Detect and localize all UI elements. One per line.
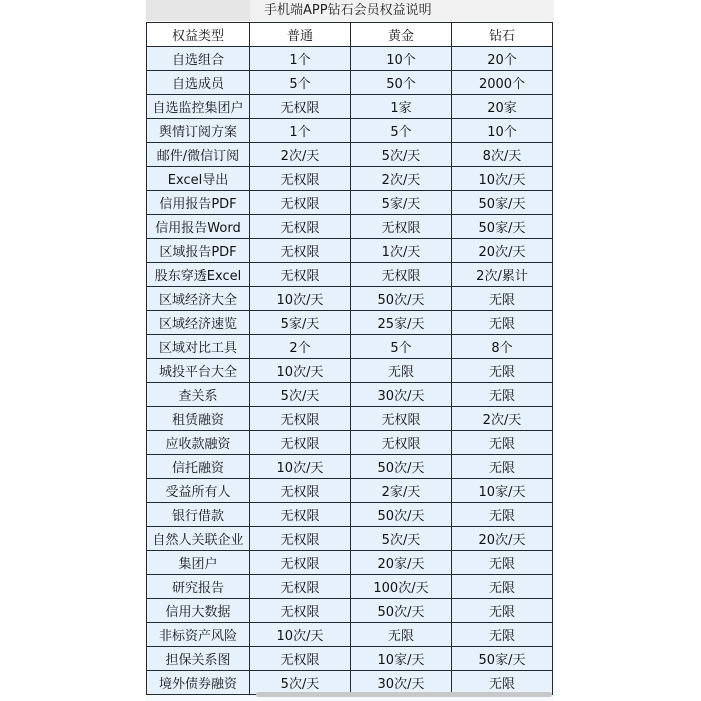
regular-value-cell: 无权限 bbox=[250, 191, 351, 215]
diamond-value-cell: 无限 bbox=[452, 455, 553, 479]
regular-value-cell: 无权限 bbox=[250, 647, 351, 671]
benefit-name-cell: 集团户 bbox=[147, 551, 250, 575]
benefit-name-cell: 自选组合 bbox=[147, 47, 250, 71]
gold-value-cell: 50个 bbox=[351, 71, 452, 95]
benefit-name-cell: 信托融资 bbox=[147, 455, 250, 479]
benefit-name-cell: 自选成员 bbox=[147, 71, 250, 95]
header-cell-gold: 黄金 bbox=[351, 23, 452, 47]
table-row bbox=[147, 335, 553, 359]
benefit-name-cell: 区域对比工具 bbox=[147, 335, 250, 359]
table-body bbox=[147, 47, 553, 695]
regular-value-cell: 无权限 bbox=[250, 431, 351, 455]
regular-value-cell: 无权限 bbox=[250, 503, 351, 527]
benefit-name-cell: 区域报告PDF bbox=[147, 239, 250, 263]
diamond-value-cell: 无限 bbox=[452, 671, 553, 695]
table-row bbox=[147, 479, 553, 503]
benefit-name-cell: 自然人关联企业 bbox=[147, 527, 250, 551]
diamond-value-cell: 无限 bbox=[452, 551, 553, 575]
regular-value-cell: 5次/天 bbox=[250, 383, 351, 407]
table-row bbox=[147, 455, 553, 479]
diamond-value-cell: 无限 bbox=[452, 623, 553, 647]
regular-value-cell: 5个 bbox=[250, 71, 351, 95]
regular-value-cell: 无权限 bbox=[250, 479, 351, 503]
regular-value-cell: 2次/天 bbox=[250, 143, 351, 167]
benefit-name-cell: 受益所有人 bbox=[147, 479, 250, 503]
table-row bbox=[147, 119, 553, 143]
table-row bbox=[147, 311, 553, 335]
regular-value-cell: 无权限 bbox=[250, 263, 351, 287]
benefit-name-cell: 担保关系图 bbox=[147, 647, 250, 671]
benefit-name-cell: 信用大数据 bbox=[147, 599, 250, 623]
table-row bbox=[147, 239, 553, 263]
regular-value-cell: 无权限 bbox=[250, 215, 351, 239]
benefit-name-cell: 自选监控集团户 bbox=[147, 95, 250, 119]
diamond-value-cell: 无限 bbox=[452, 359, 553, 383]
regular-value-cell: 无权限 bbox=[250, 575, 351, 599]
diamond-value-cell: 50家/天 bbox=[452, 647, 553, 671]
gold-value-cell: 无权限 bbox=[351, 431, 452, 455]
gold-value-cell: 无权限 bbox=[351, 263, 452, 287]
benefit-name-cell: 舆情订阅方案 bbox=[147, 119, 250, 143]
regular-value-cell: 1个 bbox=[250, 119, 351, 143]
diamond-value-cell: 无限 bbox=[452, 575, 553, 599]
regular-value-cell: 1个 bbox=[250, 47, 351, 71]
table-row bbox=[147, 95, 553, 119]
table-row bbox=[147, 551, 553, 575]
page-title: 手机端APP钻石会员权益说明 bbox=[250, 0, 554, 21]
benefit-name-cell: 信用报告Word bbox=[147, 215, 250, 239]
diamond-value-cell: 10个 bbox=[452, 119, 553, 143]
benefit-name-cell: 信用报告PDF bbox=[147, 191, 250, 215]
diamond-value-cell: 20次/天 bbox=[452, 527, 553, 551]
table-row bbox=[147, 71, 553, 95]
gold-value-cell: 100次/天 bbox=[351, 575, 452, 599]
table-row bbox=[147, 647, 553, 671]
regular-value-cell: 无权限 bbox=[250, 239, 351, 263]
gold-value-cell: 2家/天 bbox=[351, 479, 452, 503]
table-row bbox=[147, 47, 553, 71]
diamond-value-cell: 2次/累计 bbox=[452, 263, 553, 287]
gold-value-cell: 30次/天 bbox=[351, 383, 452, 407]
table-row bbox=[147, 383, 553, 407]
table-row bbox=[147, 167, 553, 191]
regular-value-cell: 10次/天 bbox=[250, 287, 351, 311]
table-row bbox=[147, 263, 553, 287]
benefit-name-cell: 租赁融资 bbox=[147, 407, 250, 431]
benefit-name-cell: 银行借款 bbox=[147, 503, 250, 527]
benefit-name-cell: 非标资产风险 bbox=[147, 623, 250, 647]
regular-value-cell: 无权限 bbox=[250, 527, 351, 551]
diamond-value-cell: 50家/天 bbox=[452, 215, 553, 239]
diamond-value-cell: 无限 bbox=[452, 599, 553, 623]
benefits-sheet bbox=[146, 0, 554, 701]
benefits-table bbox=[146, 22, 553, 695]
diamond-value-cell: 10家/天 bbox=[452, 479, 553, 503]
gold-value-cell: 5个 bbox=[351, 335, 452, 359]
gold-value-cell: 25家/天 bbox=[351, 311, 452, 335]
regular-value-cell: 无权限 bbox=[250, 551, 351, 575]
horizontal-scrollbar[interactable] bbox=[256, 692, 552, 697]
regular-value-cell: 10次/天 bbox=[250, 623, 351, 647]
regular-value-cell: 10次/天 bbox=[250, 359, 351, 383]
gold-value-cell: 5次/天 bbox=[351, 527, 452, 551]
gold-value-cell: 5次/天 bbox=[351, 143, 452, 167]
regular-value-cell: 无权限 bbox=[250, 407, 351, 431]
benefit-name-cell: 邮件/微信订阅 bbox=[147, 143, 250, 167]
gold-value-cell: 无权限 bbox=[351, 215, 452, 239]
regular-value-cell: 5次/天 bbox=[250, 671, 351, 695]
regular-value-cell: 2个 bbox=[250, 335, 351, 359]
header-cell-diamond: 钻石 bbox=[452, 23, 553, 47]
benefit-name-cell: 应收款融资 bbox=[147, 431, 250, 455]
table-row bbox=[147, 599, 553, 623]
gold-value-cell: 5个 bbox=[351, 119, 452, 143]
header-cell-type: 权益类型 bbox=[147, 23, 250, 47]
diamond-value-cell: 无限 bbox=[452, 383, 553, 407]
gold-value-cell: 无限 bbox=[351, 623, 452, 647]
gold-value-cell: 30次/天 bbox=[351, 671, 452, 695]
table-row bbox=[147, 215, 553, 239]
table-row bbox=[147, 431, 553, 455]
gold-value-cell: 50次/天 bbox=[351, 599, 452, 623]
gold-value-cell: 50次/天 bbox=[351, 455, 452, 479]
regular-value-cell: 10次/天 bbox=[250, 455, 351, 479]
header-row bbox=[147, 23, 553, 47]
diamond-value-cell: 无限 bbox=[452, 287, 553, 311]
table-row bbox=[147, 575, 553, 599]
table-row bbox=[147, 623, 553, 647]
diamond-value-cell: 2次/天 bbox=[452, 407, 553, 431]
benefit-name-cell: 查关系 bbox=[147, 383, 250, 407]
table-row bbox=[147, 191, 553, 215]
table-row bbox=[147, 407, 553, 431]
gold-value-cell: 10家/天 bbox=[351, 647, 452, 671]
diamond-value-cell: 50家/天 bbox=[452, 191, 553, 215]
benefit-name-cell: 股东穿透Excel bbox=[147, 263, 250, 287]
table-row bbox=[147, 143, 553, 167]
title-spacer bbox=[146, 0, 250, 21]
diamond-value-cell: 8次/天 bbox=[452, 143, 553, 167]
regular-value-cell: 无权限 bbox=[250, 95, 351, 119]
table-row bbox=[147, 671, 553, 695]
regular-value-cell: 无权限 bbox=[250, 167, 351, 191]
benefit-name-cell: 城投平台大全 bbox=[147, 359, 250, 383]
table-row bbox=[147, 287, 553, 311]
table-row bbox=[147, 503, 553, 527]
diamond-value-cell: 10次/天 bbox=[452, 167, 553, 191]
gold-value-cell: 50次/天 bbox=[351, 503, 452, 527]
benefit-name-cell: 区域经济大全 bbox=[147, 287, 250, 311]
diamond-value-cell: 无限 bbox=[452, 503, 553, 527]
gold-value-cell: 1次/天 bbox=[351, 239, 452, 263]
table-row bbox=[147, 359, 553, 383]
header-cell-regular: 普通 bbox=[250, 23, 351, 47]
gold-value-cell: 10个 bbox=[351, 47, 452, 71]
diamond-value-cell: 8个 bbox=[452, 335, 553, 359]
gold-value-cell: 20家/天 bbox=[351, 551, 452, 575]
gold-value-cell: 无权限 bbox=[351, 407, 452, 431]
regular-value-cell: 5家/天 bbox=[250, 311, 351, 335]
diamond-value-cell: 无限 bbox=[452, 311, 553, 335]
diamond-value-cell: 20次/天 bbox=[452, 239, 553, 263]
diamond-value-cell: 无限 bbox=[452, 431, 553, 455]
table-row bbox=[147, 527, 553, 551]
diamond-value-cell: 2000个 bbox=[452, 71, 553, 95]
benefit-name-cell: Excel导出 bbox=[147, 167, 250, 191]
benefit-name-cell: 研究报告 bbox=[147, 575, 250, 599]
gold-value-cell: 无限 bbox=[351, 359, 452, 383]
benefit-name-cell: 境外债券融资 bbox=[147, 671, 250, 695]
gold-value-cell: 1家 bbox=[351, 95, 452, 119]
benefit-name-cell: 区域经济速览 bbox=[147, 311, 250, 335]
gold-value-cell: 50次/天 bbox=[351, 287, 452, 311]
diamond-value-cell: 20家 bbox=[452, 95, 553, 119]
diamond-value-cell: 20个 bbox=[452, 47, 553, 71]
regular-value-cell: 无权限 bbox=[250, 599, 351, 623]
gold-value-cell: 5家/天 bbox=[351, 191, 452, 215]
gold-value-cell: 2次/天 bbox=[351, 167, 452, 191]
